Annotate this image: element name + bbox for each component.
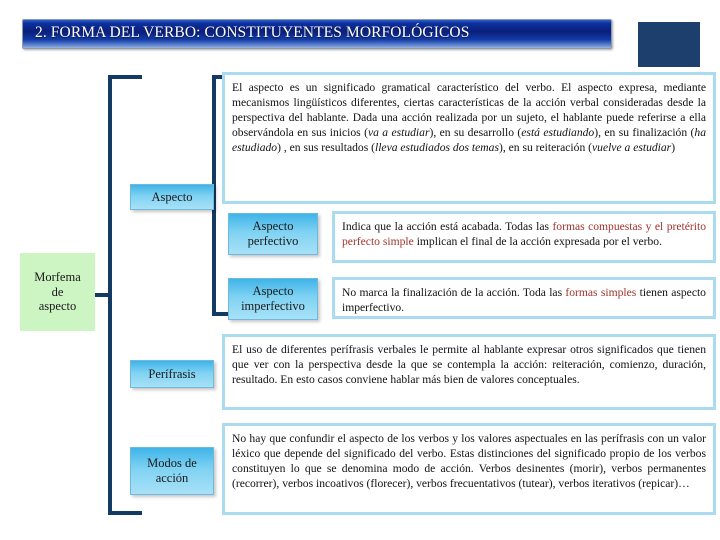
- textbox-imperfectivo-highlight: formas simples: [565, 286, 637, 299]
- node-modos-line2: acción: [155, 471, 189, 485]
- node-imperfectivo-line1: Aspecto: [252, 284, 294, 299]
- textbox-aspecto-p1: El aspecto es un significado gramatical característico del verbo. El aspecto expresa, mediante mecanismos lingüísticos diferentes, ciertas características de la acción verbal consideradas desde la perspectiva del hablante. Dada una acción realizada por un sujeto, el hablante puede referirse a ella observándola en sus inicios (: [232, 81, 706, 140]
- textbox-perifrasis-p1: El uso de diferentes perífrasis verbales le permite al hablante expresar otros significados que tienen que ver con la perspectiva desde la que se contempla la acción: reiteración, comienzo, duración, resultado. En esto casos conviene hablar más bien de valores conceptuales.: [232, 343, 706, 387]
- outer-bracket-top-arm: [108, 75, 142, 79]
- node-perifrasis-label: Perífrasis: [148, 366, 196, 381]
- node-modos-line1: Modos de: [147, 456, 197, 471]
- textbox-aspecto-p4: ) , en sus resultados (: [277, 141, 375, 155]
- textbox-aspecto-it4: lleva estudiados dos temas: [374, 141, 499, 155]
- textbox-modos-de-accion: [222, 423, 716, 515]
- node-morfema-line2: de: [51, 284, 64, 299]
- textbox-perfectivo: [332, 211, 716, 263]
- node-morfema-line1: Morfema: [34, 269, 81, 284]
- textbox-aspecto-it3: ha estudiado: [232, 126, 706, 155]
- node-aspecto[interactable]: [130, 184, 214, 210]
- textbox-imperfectivo-p1: No marca la finalización de la acción. Toda las: [342, 286, 566, 299]
- textbox-perifrasis: [222, 334, 716, 410]
- textbox-aspecto-p3: ), en su finalización (: [594, 126, 695, 140]
- textbox-aspecto-p6: ): [671, 141, 676, 155]
- textbox-aspecto-it2: está estudiando: [521, 126, 595, 140]
- textbox-aspecto-p5: ), en su reiteración (: [498, 141, 592, 155]
- node-modos-de-accion[interactable]: [130, 447, 214, 495]
- textbox-perfectivo-p2: implican el final de la acción expresada por el verbo.: [413, 235, 662, 249]
- slide-title-bar: [22, 19, 612, 49]
- node-perfectivo-line2: perfectivo: [247, 234, 299, 248]
- node-imperfectivo-line2: imperfectivo: [241, 299, 305, 313]
- textbox-aspecto-p2: ), en su desarrollo (: [429, 126, 522, 140]
- textbox-aspecto: [222, 72, 716, 204]
- node-aspecto-label: Aspecto: [151, 189, 193, 204]
- textbox-imperfectivo-p2: tienen aspecto imperfectivo.: [342, 286, 706, 315]
- outer-bracket-bottom-arm: [108, 511, 142, 515]
- node-perfectivo-line1: Aspecto: [252, 219, 294, 234]
- page-title: 2. FORMA DEL VERBO: CONSTITUYENTES MORFOLÓGICOS: [35, 24, 470, 41]
- node-perifrasis[interactable]: [130, 360, 214, 388]
- corner-decoration-block: [638, 22, 700, 67]
- textbox-imperfectivo: [332, 277, 716, 319]
- node-aspecto-imperfectivo[interactable]: [228, 278, 318, 320]
- outer-bracket-stem: [92, 293, 112, 297]
- node-morfema-de-aspecto[interactable]: [20, 253, 95, 331]
- textbox-aspecto-it5: vuelve a estudiar: [592, 141, 672, 155]
- node-morfema-line3: aspecto: [38, 299, 77, 314]
- textbox-modos-p1: No hay que confundir el aspecto de los verbos y los valores aspectuales en las perífrasis con un valor léxico que depende del significado del verbo. Estas distinciones del significado propio de los verbos constituyen lo que se denomina modo de acción. Verbos desinentes (morir), verbos permanentes (recorrer), verbos incoativos (florecer), verbos frecuentativos (tutear), verbos iterativos (repicar)…: [232, 432, 706, 491]
- textbox-perfectivo-p1: Indica que la acción está acabada. Todas las: [342, 220, 553, 233]
- textbox-aspecto-it1: va a estudiar: [367, 126, 430, 140]
- node-aspecto-perfectivo[interactable]: [228, 213, 318, 255]
- textbox-perfectivo-highlight: formas compuestas y el pretérito perfecto simple: [342, 220, 706, 249]
